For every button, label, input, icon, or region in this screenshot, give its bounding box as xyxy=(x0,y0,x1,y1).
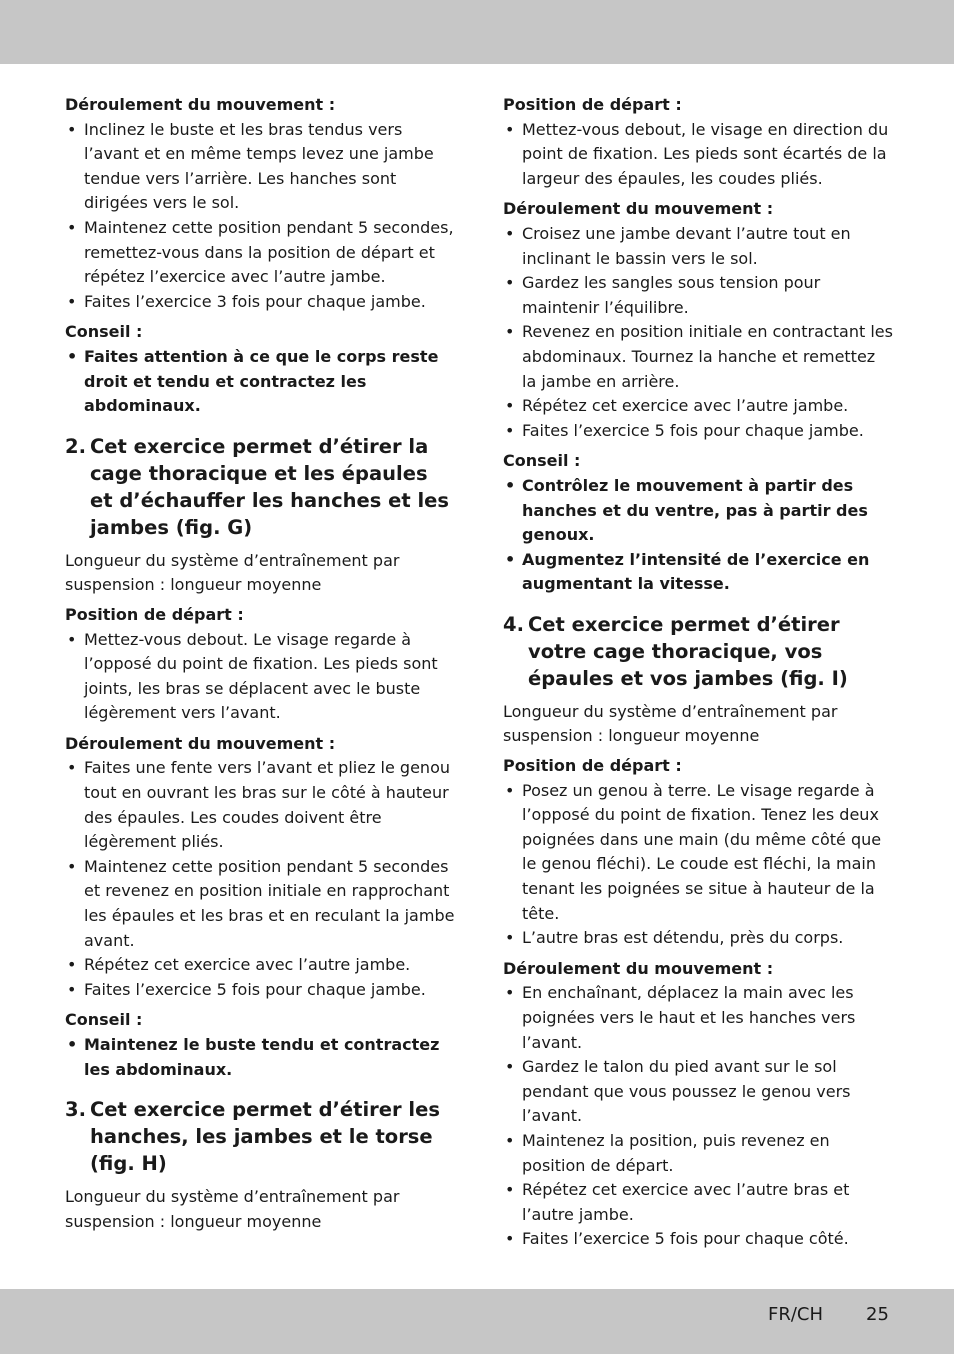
tip-heading: Conseil : xyxy=(503,451,581,471)
tip-list xyxy=(503,474,893,597)
section-heading-4 xyxy=(503,611,893,692)
movement-heading: Déroulement du mouvement : xyxy=(503,958,774,978)
list-item: • Répétez cet exercice avec l’autre jambe. xyxy=(65,953,455,978)
list-item: • Répétez cet exercice avec l’autre jambe. xyxy=(503,394,893,419)
start-position-heading: Position de départ : xyxy=(503,95,682,114)
start-position-list xyxy=(503,779,893,951)
section-title: Cet exercice permet d’étirer votre cage thoracique, vos épaules et vos jambes (fig. I) xyxy=(528,612,848,690)
tip-list xyxy=(65,345,455,419)
movement-heading: Déroulement du mouvement : xyxy=(503,199,774,219)
list-item: • Revenez en position initiale en contractant les abdominaux. Tournez la hanche et remettez la jambe en arrière. xyxy=(503,320,893,394)
list-item: • Maintenez le buste tendu et contractez les abdominaux. xyxy=(65,1033,455,1082)
start-position-list xyxy=(65,628,455,726)
list-item: • Contrôlez le mouvement à partir des hanches et du ventre, pas à partir des genoux. xyxy=(503,474,893,548)
list-item: • Maintenez la position, puis revenez en position de départ. xyxy=(503,1129,893,1178)
tip-list xyxy=(65,1033,455,1082)
movement-list xyxy=(65,118,455,315)
list-item: • Faites l’exercice 3 fois pour chaque jambe. xyxy=(65,290,455,315)
list-item: • Posez un genou à terre. Le visage regarde à l’opposé du point de fixation. Tenez les deux poignées dans une main (du même côté que le genou fléchi). Le coude est fléchi, la main tenant les poignées se situe à hauteur de la tête. xyxy=(503,779,893,927)
list-item: • Faites l’exercice 5 fois pour chaque jambe. xyxy=(65,978,455,1003)
tip-heading: Conseil : xyxy=(65,322,143,342)
list-item: • Faites une fente vers l’avant et pliez le genou tout en ouvrant les bras sur le côté à hauteur des épaules. Les coudes doivent être légèrement pliés. xyxy=(65,756,455,854)
section-heading-2 xyxy=(65,433,455,541)
left-column xyxy=(65,92,455,1238)
tip-heading: Conseil : xyxy=(65,1010,143,1030)
list-item: • Mettez-vous debout. Le visage regarde à l’opposé du point de fixation. Les pieds sont joints, les bras se déplacent avec le buste légèrement vers l’avant. xyxy=(65,628,455,726)
list-item: • Faites l’exercice 5 fois pour chaque côté. xyxy=(503,1227,893,1252)
right-column xyxy=(503,92,893,1257)
section-heading-3 xyxy=(65,1096,455,1177)
list-item: • Gardez le talon du pied avant sur le sol pendant que vous poussez le genou vers l’avant. xyxy=(503,1055,893,1129)
list-item: • Inclinez le buste et les bras tendus vers l’avant et en même temps levez une jambe tendue vers l’arrière. Les hanches sont dirigées vers le sol. xyxy=(65,118,455,216)
list-item: • Maintenez cette position pendant 5 secondes et revenez en position initiale en rapprochant les épaules et les bras et en reculant la jambe avant. xyxy=(65,855,455,953)
section-title: Cet exercice permet d’étirer la cage thoracique et les épaules et d’échauffer les hanches et les jambes (fig. G) xyxy=(90,434,449,539)
section-number: 2. xyxy=(65,434,86,458)
section-title: Cet exercice permet d’étirer les hanches, les jambes et le torse (fig. H) xyxy=(90,1098,440,1176)
start-position-heading: Position de départ : xyxy=(503,756,682,776)
header-band xyxy=(0,0,954,64)
length-text: Longueur du système d’entraînement par suspension : longueur moyenne xyxy=(65,550,400,595)
section-number: 3. xyxy=(65,1098,86,1122)
list-item: • Maintenez cette position pendant 5 secondes, remettez-vous dans la position de départ et répétez l’exercice avec l’autre jambe. xyxy=(65,216,455,290)
start-position-heading: Position de départ : xyxy=(65,604,244,624)
list-item: • Faites l’exercice 5 fois pour chaque jambe. xyxy=(503,419,893,444)
length-text: Longueur du système d’entraînement par suspension : longueur moyenne xyxy=(503,701,838,746)
movement-list xyxy=(65,756,455,1002)
movement-heading: Déroulement du mouvement : xyxy=(65,733,336,753)
list-item: • Gardez les sangles sous tension pour maintenir l’équilibre. xyxy=(503,271,893,320)
start-position-list xyxy=(503,118,893,192)
list-item: • En enchaînant, déplacez la main avec les poignées vers le haut et les hanches vers l’avant. xyxy=(503,981,893,1055)
movement-list xyxy=(503,222,893,443)
list-item: • Augmentez l’intensité de l’exercice en augmentant la vitesse. xyxy=(503,548,893,597)
length-text: Longueur du système d’entraînement par suspension : longueur moyenne xyxy=(65,1187,400,1231)
movement-list xyxy=(503,981,893,1252)
footer-language: FR/CH xyxy=(768,1304,824,1325)
section-number: 4. xyxy=(503,612,524,636)
list-item: • Croisez une jambe devant l’autre tout en inclinant le bassin vers le sol. xyxy=(503,222,893,271)
list-item: • Mettez-vous debout, le visage en direction du point de fixation. Les pieds sont écartés de la largeur des épaules, les coudes pliés. xyxy=(503,118,893,192)
page-number: 25 xyxy=(866,1304,889,1325)
list-item: • Répétez cet exercice avec l’autre bras et l’autre jambe. xyxy=(503,1178,893,1227)
list-item: • L’autre bras est détendu, près du corps. xyxy=(503,926,893,951)
list-item: • Faites attention à ce que le corps reste droit et tendu et contractez les abdominaux. xyxy=(65,345,455,419)
movement-heading: Déroulement du mouvement : xyxy=(65,95,336,114)
